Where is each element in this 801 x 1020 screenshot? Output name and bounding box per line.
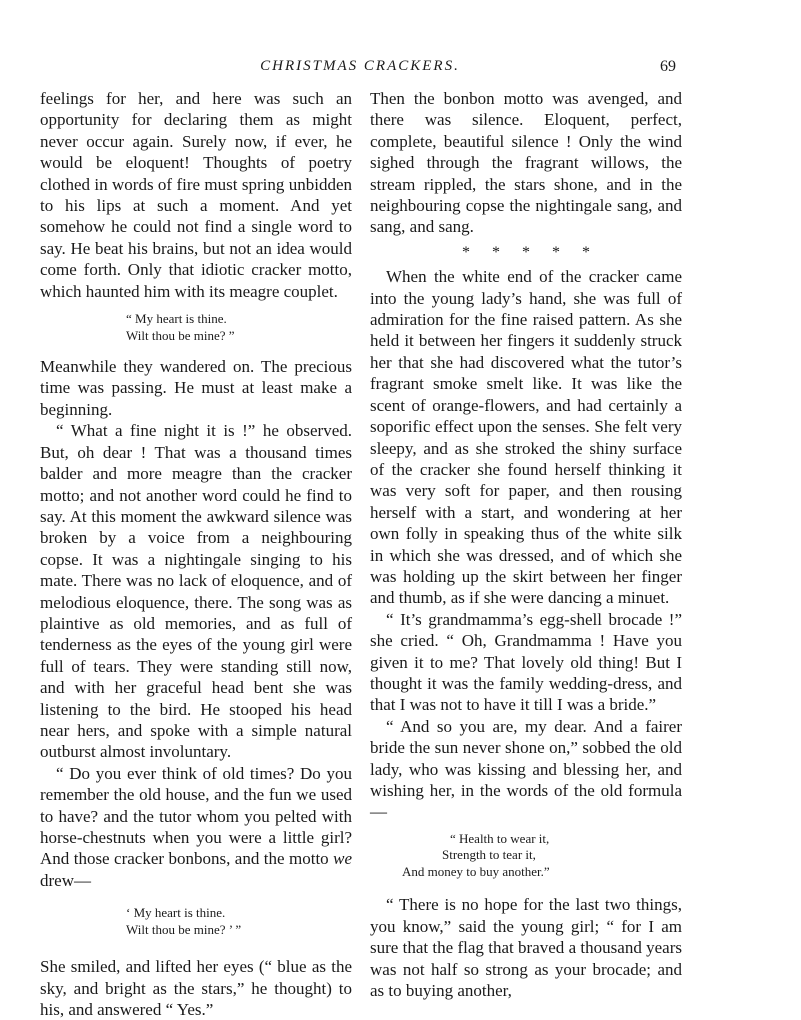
paragraph: feelings for her, and here was such an opportunity for declaring them as might never occur again. Surely now, if ever, he would be eloquent! Thoughts of poetry clothed in words of fire must spring unbidden to his lips at such a moment. And yet somehow he could not find a single word to say. He beat his brains, but not an idea would come forth. Only that idiotic cracker motto, which haunted him with its meagre couplet. <box>40 89 352 301</box>
paragraph: “ And so you are, my dear. And a fairer bride the sun never shone on,” sobbed the old lady, who was kissing and blessing her, and wishing her, in the words of the old formula— <box>370 716 682 822</box>
verse-line: “ Health to wear it, <box>450 830 550 846</box>
verse-line: And money to buy another.” <box>402 863 550 879</box>
verse-line: Strength to tear it, <box>442 847 536 863</box>
verse-line: Wilt thou be mine? ” <box>126 327 235 343</box>
paragraph-text: drew— <box>40 870 91 890</box>
verse-line: “ My heart is thine. <box>126 311 227 327</box>
paragraph: Then the bonbon motto was avenged, and there was silence. Eloquent, perfect, complete, beautiful silence ! Only the wind sighed through the fragrant willows, the stream rippled, the stars shone, and in the neighbouring copse the nightingale sang, and sang, and sang. <box>370 89 682 237</box>
emphasis-word: we <box>333 849 352 869</box>
paragraph: “ What a fine night it is !” he observed. But, oh dear ! That was a thousand times balder and more meagre than the cracker motto; and not another word could he find to say. At this moment the awkward silence was broken by a voice from a neighbouring copse. It was a nightingale singing to his mate. There was no lack of eloquence, and of melodious eloquence, there. The song was as plaintive as old memories, and as full of tenderness as the eyes of the young girl were full of tears. They were standing still now, and with her graceful head bent she was listening to the bird. He stooped his head near hers, and spoke with a simple natural outburst almost involuntary. <box>40 421 352 762</box>
left-column <box>40 88 352 1020</box>
section-break-asterisks: * * * * * <box>462 243 590 261</box>
motto-verse <box>40 905 352 938</box>
verse-line: Wilt thou be mine? ’ ” <box>126 921 242 937</box>
paragraph: “ It’s grandmamma’s egg-shell brocade !” she cried. “ Oh, Grandmamma ! Have you given it to me? That lovely old thing! But I thought it was the family wedding-dress, and that I was not to have it till I was a bride.” <box>370 609 682 715</box>
paragraph: When the white end of the cracker came into the young lady’s hand, she was full of admiration for the fine raised pattern. As she held it between her fingers it suddenly struck her that she had discovered what the tutor’s fragrant smoke smelt like. It was like the scent of orange-flowers, and had certainly a soporific effect upon the senses. She felt very sleepy, and as she stroked the shiny surface of the cracker she found herself thinking it was very soft for paper, and then rousing herself with a start, and wondering at her own folly in speaking thus of the white silk in which she was dressed, and of which she was holding up the skirt between her finger and thumb, as if she were dancing a minuet. <box>370 267 682 608</box>
paragraph <box>40 763 352 891</box>
motto-verse <box>40 311 352 344</box>
running-title: CHRISTMAS CRACKERS. <box>260 58 460 74</box>
paragraph: “ There is no hope for the last two things, you know,” said the young girl; “ for I am sure that the flag that braved a thousand years was not half so strong as your brocade; and as to buying another, <box>370 895 682 1000</box>
formula-verse <box>370 831 682 881</box>
paragraph: Meanwhile they wandered on. The precious time was passing. He must at least make a beginning. <box>40 357 352 419</box>
page-number: 69 <box>660 58 676 75</box>
verse-line: ‘ My heart is thine. <box>126 905 226 921</box>
paragraph-text: “ Do you ever think of old times? Do you remember the old house, and the fun we used to have? and the tutor whom you pelted with horse-chestnuts when you were a little girl? And those cracker bonbons, and the motto <box>40 763 352 869</box>
paragraph: She smiled, and lifted her eyes (“ blue as the sky, and bright as the stars,” he thought) to his, and answered “ Yes.” <box>40 957 352 1020</box>
right-column <box>370 88 682 1001</box>
